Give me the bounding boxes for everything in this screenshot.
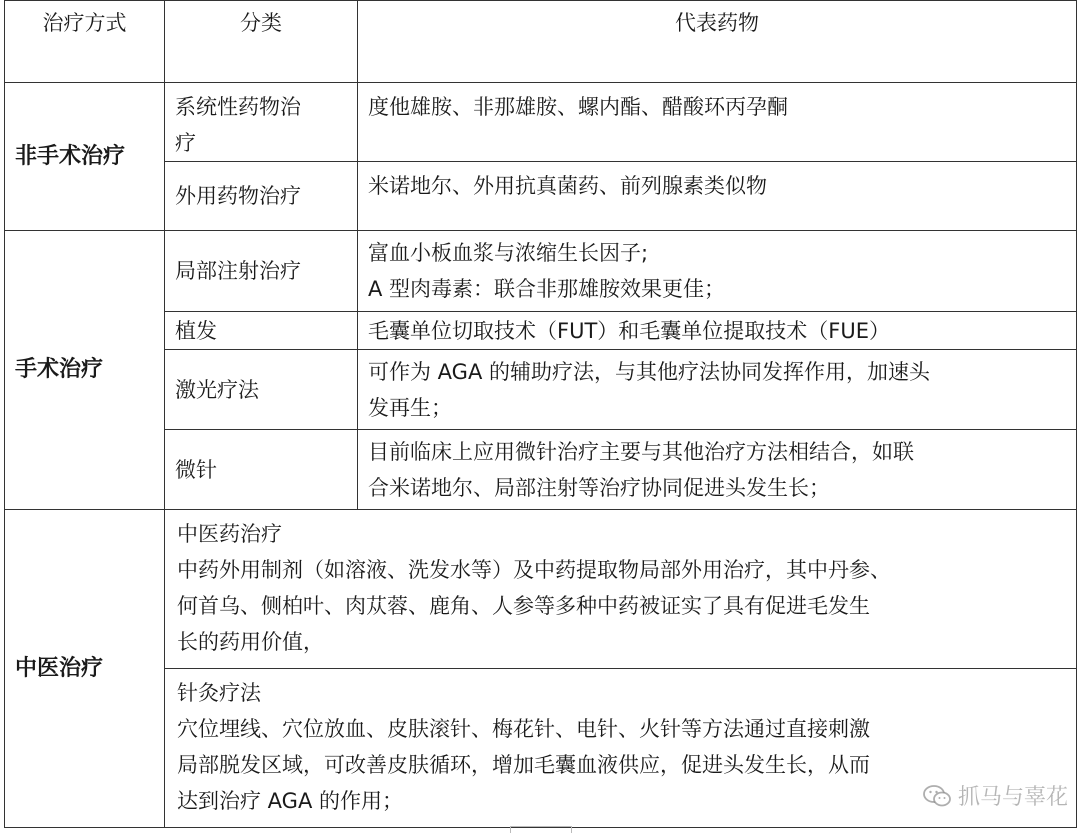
drug-cell	[358, 430, 1077, 510]
table-row	[5, 430, 1077, 510]
header-category: 分类	[165, 1, 358, 83]
drug-cell	[358, 350, 1077, 430]
watermark	[922, 780, 1068, 811]
category-cell: 激光疗法	[165, 350, 358, 430]
drug-cell: 米诺地尔、外用抗真菌药、前列腺素类似物	[358, 162, 1077, 231]
table-row	[5, 162, 1077, 231]
drug-line: 目前临床上应用微针治疗主要与其他治疗方法相结合，如联	[368, 439, 914, 464]
tcm-line: 穴位埋线、穴位放血、皮肤滚针、梅花针、电针、火针等方法通过直接刺激	[177, 717, 870, 741]
drug-line: 合米诺地尔、局部注射等治疗协同促进头发生长；	[368, 475, 830, 500]
table-row	[5, 350, 1077, 430]
table-row	[5, 510, 1077, 669]
table-row	[5, 231, 1077, 312]
category-cell: 植发	[165, 312, 358, 350]
tcm-block	[165, 510, 1077, 669]
tcm-line: 何首乌、侧柏叶、肉苁蓉、鹿角、人参等多种中药被证实了具有促进毛发生	[177, 594, 870, 618]
group-label-non-surgical: 非手术治疗	[5, 83, 165, 231]
header-row	[5, 1, 1077, 83]
category-cell: 外用药物治疗	[165, 162, 358, 231]
category-cell: 局部注射治疗	[165, 231, 358, 312]
page-edge-mark	[510, 826, 572, 833]
tcm-line: 中药外用制剂（如溶液、洗发水等）及中药提取物局部外用治疗，其中丹参、	[177, 558, 891, 582]
table-row	[5, 312, 1077, 350]
table-row	[5, 669, 1077, 828]
tcm-line: 达到治疗 AGA 的作用；	[177, 789, 403, 813]
drug-line: A 型肉毒素：联合非那雄胺效果更佳；	[368, 277, 726, 301]
header-drug: 代表药物	[358, 1, 1077, 83]
group-label-surgical: 手术治疗	[5, 231, 165, 510]
category-line: 疗	[175, 131, 196, 155]
drug-line: 富血小板血浆与浓缩生长因子;	[368, 241, 649, 265]
category-cell: 微针	[165, 430, 358, 510]
drug-cell	[358, 231, 1077, 312]
drug-line: 可作为 AGA 的辅助疗法，与其他疗法协同发挥作用，加速头	[368, 359, 930, 384]
tcm-line: 长的药用价值，	[177, 630, 324, 654]
treatment-table	[4, 0, 1077, 828]
watermark-text: 抓马与辜花	[957, 785, 1068, 810]
tcm-block-title: 针灸疗法	[177, 681, 261, 705]
table-row	[5, 83, 1077, 162]
drug-cell: 毛囊单位切取技术（FUT）和毛囊单位提取技术（FUE）	[358, 312, 1077, 350]
wechat-icon	[922, 783, 952, 809]
drug-line: 发再生；	[368, 395, 452, 420]
category-cell	[165, 83, 358, 162]
tcm-block-title: 中医药治疗	[177, 522, 282, 546]
category-line: 系统性药物治	[175, 95, 301, 119]
group-label-tcm: 中医治疗	[5, 510, 165, 828]
drug-cell: 度他雄胺、非那雄胺、螺内酯、醋酸环丙孕酮	[358, 83, 1077, 162]
tcm-line: 局部脱发区域，可改善皮肤循环，增加毛囊血液供应，促进头发生长，从而	[177, 753, 870, 777]
header-method: 治疗方式	[5, 1, 165, 83]
